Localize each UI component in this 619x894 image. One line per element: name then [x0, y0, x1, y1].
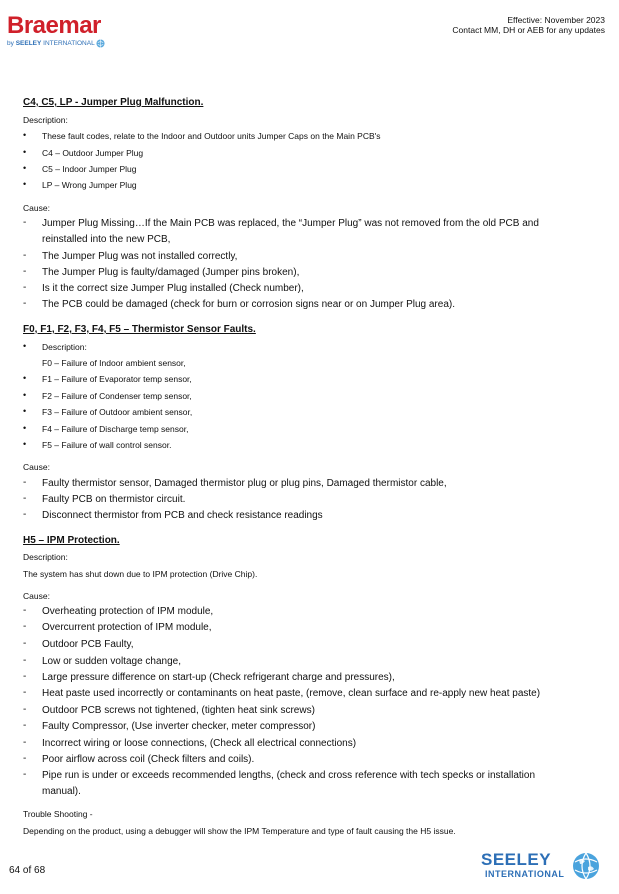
page-number: 64 of 68 [9, 865, 46, 876]
bullet-icon: • [23, 423, 27, 433]
brand-name: Braemar [7, 12, 101, 39]
f0-item: F3 – Failure of Outdoor ambient sensor, [42, 407, 193, 417]
c4-cause-label: Cause: [23, 203, 50, 213]
footer-logo-sub: INTERNATIONAL [485, 869, 565, 879]
f0-item: F5 – Failure of wall control sensor. [42, 440, 172, 450]
bullet-icon: • [23, 390, 27, 400]
h5-cause-item: Outdoor PCB Faulty, [42, 639, 134, 650]
f0-item: F0 – Failure of Indoor ambient sensor, [42, 358, 186, 368]
dash-icon: - [23, 282, 27, 293]
dash-icon: - [23, 687, 27, 698]
h5-cause-item: manual). [42, 786, 81, 797]
h5-cause-item: Large pressure difference on start-up (Check refrigerant charge and pressures), [42, 672, 395, 683]
h5-cause-item: Poor airflow across coil (Check filters and coils). [42, 754, 255, 765]
bullet-icon: • [23, 406, 27, 416]
f0-cause-item: Faulty thermistor sensor, Damaged thermistor plug or plug pins, Damaged thermistor cable, [42, 478, 447, 489]
brand-by-suffix: INTERNATIONAL [43, 40, 95, 48]
c4-description-item: C5 – Indoor Jumper Plug [42, 164, 137, 174]
dash-icon: - [23, 217, 27, 228]
c4-cause-item: Is it the correct size Jumper Plug installed (Check number), [42, 283, 304, 294]
bullet-icon: • [23, 147, 27, 157]
seeley-logo [478, 850, 603, 884]
bullet-icon: • [23, 373, 27, 383]
bullet-icon: • [23, 439, 27, 449]
h5-trouble-text: Depending on the product, using a debugger will show the IPM Temperature and type of fault causing the H5 issue. [23, 826, 456, 836]
dash-icon: - [23, 704, 27, 715]
h5-cause-item: Low or sudden voltage change, [42, 656, 181, 667]
h5-cause-item: Heat paste used incorrectly or contaminants on heat paste, (remove, clean surface and re-apply new heat paste) [42, 688, 541, 699]
dash-icon: - [23, 621, 27, 632]
dash-icon: - [23, 769, 27, 780]
c4-cause-item: reinstalled into the new PCB, [42, 234, 171, 245]
h5-cause-item: Outdoor PCB screws not tightened, (tighten heat sink screws) [42, 705, 315, 716]
f0-cause-item: Faulty PCB on thermistor circuit. [42, 494, 186, 505]
dash-icon: - [23, 509, 27, 520]
h5-description-label: Description: [23, 552, 68, 562]
dash-icon: - [23, 605, 27, 616]
c4-description-label: Description: [23, 115, 68, 125]
footer-logo-name: SEELEY [481, 850, 552, 869]
c4-cause-item: The PCB could be damaged (check for burn or corrosion signs near or on Jumper Plug area). [42, 299, 455, 310]
bullet-icon: • [23, 341, 27, 351]
brand-by-prefix: by [7, 40, 14, 48]
c4-cause-item: The Jumper Plug was not installed correctly, [42, 251, 238, 262]
f0-item: F2 – Failure of Condenser temp sensor, [42, 391, 192, 401]
dash-icon: - [23, 477, 27, 488]
f0-cause-label: Cause: [23, 462, 50, 472]
c4-cause-item: The Jumper Plug is faulty/damaged (Jumper pins broken), [42, 267, 300, 278]
globe-icon [96, 39, 105, 48]
h5-cause-item: Faulty Compressor, (Use inverter checker, meter compressor) [42, 721, 316, 732]
h5-cause-item: Pipe run is under or exceeds recommended lengths, (check and cross reference with tech specks or installation [42, 770, 536, 781]
braemar-logo [7, 14, 147, 56]
dash-icon: - [23, 493, 27, 504]
contact-note: Contact MM, DH or AEB for any updates [452, 25, 605, 35]
brand-by-name: SEELEY [15, 40, 42, 48]
c4-cause-item: Jumper Plug Missing…If the Main PCB was replaced, the “Jumper Plug” was not removed from the old PCB and [42, 218, 539, 229]
f0-description-label: Description: [42, 342, 87, 352]
h5-cause-item: Incorrect wiring or loose connections, (Check all electrical connections) [42, 738, 357, 749]
h5-description-text: The system has shut down due to IPM protection (Drive Chip). [23, 569, 258, 579]
header-info [452, 15, 605, 35]
dash-icon: - [23, 671, 27, 682]
section-title-c4: C4, C5, LP - Jumper Plug Malfunction. [23, 97, 204, 108]
dash-icon: - [23, 638, 27, 649]
h5-trouble-label: Trouble Shooting - [23, 809, 93, 819]
dash-icon: - [23, 250, 27, 261]
f0-cause-item: Disconnect thermistor from PCB and check resistance readings [42, 510, 323, 521]
effective-date: Effective: November 2023 [507, 15, 605, 25]
h5-cause-label: Cause: [23, 591, 50, 601]
h5-cause-item: Overheating protection of IPM module, [42, 606, 214, 617]
dash-icon: - [23, 753, 27, 764]
section-title-f0: F0, F1, F2, F3, F4, F5 – Thermistor Sensor Faults. [23, 324, 256, 335]
bullet-icon: • [23, 179, 27, 189]
dash-icon: - [23, 720, 27, 731]
h5-cause-item: Overcurrent protection of IPM module, [42, 622, 212, 633]
c4-description-item: C4 – Outdoor Jumper Plug [42, 148, 144, 158]
brand-by-line [7, 39, 147, 48]
globe-icon [572, 852, 600, 880]
bullet-icon: • [23, 130, 27, 140]
f0-item: F1 – Failure of Evaporator temp sensor, [42, 374, 192, 384]
bullet-icon: • [23, 163, 27, 173]
section-title-h5: H5 – IPM Protection. [23, 535, 120, 546]
dash-icon: - [23, 737, 27, 748]
dash-icon: - [23, 655, 27, 666]
dash-icon: - [23, 298, 27, 309]
f0-item: F4 – Failure of Discharge temp sensor, [42, 424, 189, 434]
dash-icon: - [23, 266, 27, 277]
c4-description-item: These fault codes, relate to the Indoor and Outdoor units Jumper Caps on the Main PCB's [42, 131, 381, 141]
c4-description-item: LP – Wrong Jumper Plug [42, 180, 137, 190]
